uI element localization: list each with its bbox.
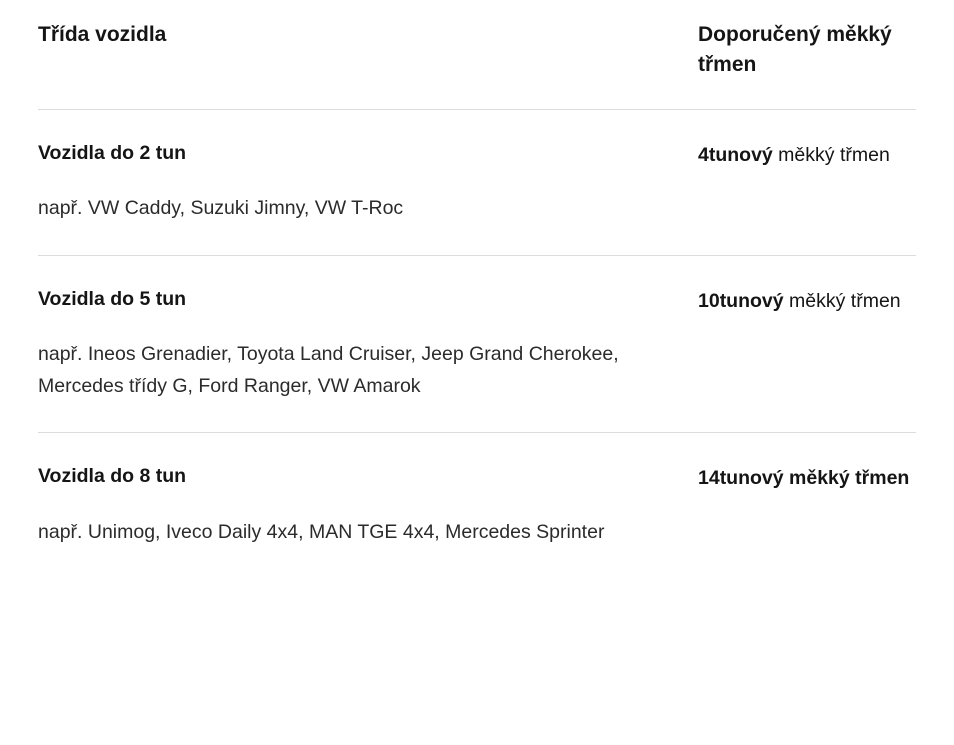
recommendation-text: [698, 140, 913, 172]
row-cell-recommendation: [698, 463, 916, 495]
table-header-row: [38, 0, 916, 109]
table-row: [38, 109, 916, 255]
vehicle-class-title: Vozidla do 2 tun: [38, 141, 187, 164]
recommendation-text: [698, 286, 913, 318]
recommendation-emphasis: 14tunový měkký třmen: [698, 467, 910, 490]
recommendation-emphasis: 4tunový: [698, 143, 773, 166]
header-label-recommended-strap: Doporučený měkký třmen: [698, 23, 892, 77]
vehicle-class-title: Vozidla do 8 tun: [38, 465, 187, 488]
table-row: [38, 255, 916, 432]
vehicle-class-examples: např. Ineos Grenadier, Toyota Land Cruiser, Jeep Grand Cherokee, Mercedes třídy G, Ford Ranger, VW Amarok: [38, 343, 619, 397]
row-cell-vehicle-class: [38, 140, 698, 225]
row-cell-vehicle-class: [38, 286, 698, 402]
header-cell-recommended-strap: [698, 20, 916, 81]
vehicle-class-examples: např. VW Caddy, Suzuki Jimny, VW T-Roc: [38, 197, 404, 220]
row-cell-recommendation: [698, 140, 916, 172]
vehicle-class-examples: např. Unimog, Iveco Daily 4x4, MAN TGE 4x4, Mercedes Sprinter: [38, 520, 605, 543]
vehicle-class-title: Vozidla do 5 tun: [38, 287, 187, 310]
header-label-vehicle-class: Třída vozidla: [38, 23, 167, 46]
recommendation-emphasis: 10tunový: [698, 289, 784, 312]
recommendation-rest: měkký třmen: [783, 289, 901, 312]
header-cell-vehicle-class: [38, 20, 698, 50]
recommendation-rest: měkký třmen: [772, 143, 890, 166]
row-cell-vehicle-class: [38, 463, 698, 548]
table-row: [38, 432, 916, 578]
row-cell-recommendation: [698, 286, 916, 318]
recommendation-text: [698, 463, 913, 495]
